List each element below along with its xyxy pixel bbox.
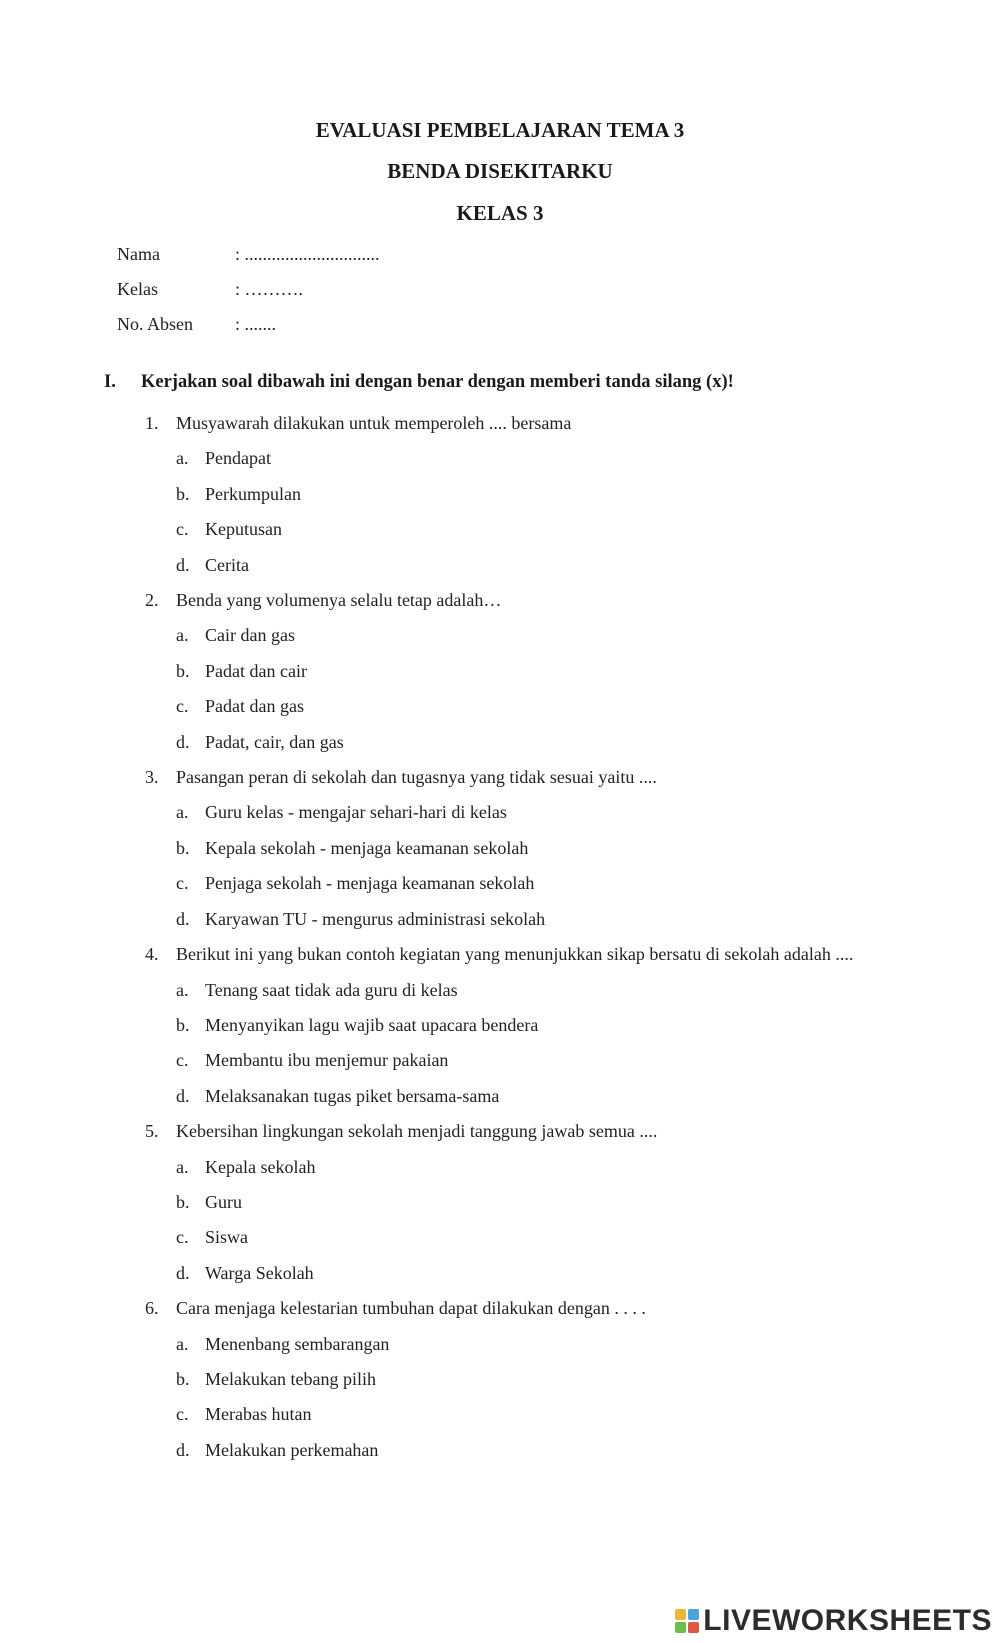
option-letter: d. xyxy=(176,908,190,929)
question-item xyxy=(145,1291,880,1468)
option-text: Menenbang sembarangan xyxy=(205,1333,390,1354)
liveworksheets-logo-icon xyxy=(675,1609,699,1633)
absen-label: No. Absen xyxy=(117,314,193,334)
answer-option[interactable] xyxy=(145,477,880,512)
option-text: Penjaga sekolah - menjaga keamanan sekolah xyxy=(205,873,535,894)
watermark-text: LIVEWORKSHEETS xyxy=(703,1604,992,1637)
answer-option[interactable] xyxy=(145,1043,880,1078)
option-text: Melaksanakan tugas piket bersama-sama xyxy=(205,1085,500,1106)
option-text: Pendapat xyxy=(205,448,271,469)
option-letter: d. xyxy=(176,1439,190,1460)
question-label: Kebersihan lingkungan sekolah menjadi tanggung jawab semua .... xyxy=(176,1121,658,1142)
option-letter: a. xyxy=(176,448,189,469)
option-text: Keputusan xyxy=(205,519,282,540)
answer-option[interactable] xyxy=(145,1220,880,1255)
answer-option[interactable] xyxy=(145,548,880,583)
question-label: Benda yang volumenya selalu tetap adalah… xyxy=(176,590,502,611)
question-number: 3. xyxy=(145,767,159,788)
question-item xyxy=(145,406,880,583)
option-letter: b. xyxy=(176,1368,190,1389)
option-letter: b. xyxy=(176,660,190,681)
question-text xyxy=(145,406,880,441)
question-text xyxy=(145,937,880,972)
option-letter: a. xyxy=(176,1333,189,1354)
nama-label: Nama xyxy=(117,244,160,264)
absen-field[interactable]: : ....... xyxy=(235,314,277,334)
option-letter: d. xyxy=(176,1085,190,1106)
option-letter: a. xyxy=(176,802,189,823)
option-text: Kepala sekolah xyxy=(205,1156,316,1177)
question-number: 1. xyxy=(145,413,159,433)
answer-option[interactable] xyxy=(145,973,880,1008)
answer-option[interactable] xyxy=(145,1327,880,1362)
question-label: Pasangan peran di sekolah dan tugasnya yang tidak sesuai yaitu .... xyxy=(176,767,657,788)
option-text: Padat dan gas xyxy=(205,696,304,717)
answer-option[interactable] xyxy=(145,1079,880,1114)
section-instruction xyxy=(104,372,734,393)
answer-option[interactable] xyxy=(145,689,880,724)
option-text: Siswa xyxy=(205,1227,249,1248)
option-letter: c. xyxy=(176,1404,189,1425)
option-letter: b. xyxy=(176,1191,190,1212)
option-text: Merabas hutan xyxy=(205,1404,312,1425)
option-text: Cair dan gas xyxy=(205,625,295,646)
question-text xyxy=(145,1291,880,1326)
question-number: 2. xyxy=(145,590,159,611)
option-text: Melakukan perkemahan xyxy=(205,1439,379,1460)
question-item xyxy=(145,1114,880,1291)
question-number: 6. xyxy=(145,1298,159,1319)
option-text: Guru xyxy=(205,1191,242,1212)
answer-option[interactable] xyxy=(145,441,880,476)
option-text: Kepala sekolah - menjaga keamanan sekolah xyxy=(205,837,529,858)
option-letter: c. xyxy=(176,1227,189,1248)
question-item xyxy=(145,760,880,937)
option-letter: a. xyxy=(176,625,189,646)
option-letter: d. xyxy=(176,731,190,752)
answer-option[interactable] xyxy=(145,831,880,866)
option-letter: c. xyxy=(176,519,189,540)
answer-option[interactable] xyxy=(145,1185,880,1220)
option-letter: c. xyxy=(176,696,189,717)
kelas-label: Kelas xyxy=(117,279,158,299)
option-letter: b. xyxy=(176,837,190,858)
answer-option[interactable] xyxy=(145,1433,880,1468)
kelas-field[interactable]: : ………. xyxy=(235,279,304,299)
option-letter: a. xyxy=(176,1156,189,1177)
option-letter: c. xyxy=(176,1050,189,1071)
answer-option[interactable] xyxy=(145,1362,880,1397)
answer-option[interactable] xyxy=(145,1008,880,1043)
question-text xyxy=(145,760,880,795)
option-letter: d. xyxy=(176,554,190,575)
absen-row xyxy=(117,312,276,336)
option-text: Menyanyikan lagu wajib saat upacara bendera xyxy=(205,1014,539,1035)
question-item xyxy=(145,937,880,1114)
answer-option[interactable] xyxy=(145,1256,880,1291)
nama-field[interactable]: : .............................. xyxy=(235,244,380,264)
option-text: Padat, cair, dan gas xyxy=(205,731,344,752)
question-label: Berikut ini yang bukan contoh kegiatan yang menunjukkan sikap bersatu di sekolah adalah .... xyxy=(176,944,854,965)
option-letter: b. xyxy=(176,483,190,504)
answer-option[interactable] xyxy=(145,512,880,547)
question-number: 4. xyxy=(145,944,159,965)
answer-option[interactable] xyxy=(145,902,880,937)
question-text xyxy=(145,583,880,618)
option-text: Guru kelas - mengajar sehari-hari di kelas xyxy=(205,802,507,823)
option-text: Karyawan TU - mengurus administrasi sekolah xyxy=(205,908,546,929)
option-text: Padat dan cair xyxy=(205,660,307,681)
liveworksheets-watermark xyxy=(675,1605,992,1637)
option-text: Perkumpulan xyxy=(205,483,301,504)
class-heading: KELAS 3 xyxy=(456,201,544,225)
option-text: Cerita xyxy=(205,554,249,575)
page-title: EVALUASI PEMBELAJARAN TEMA 3 xyxy=(315,118,685,142)
answer-option[interactable] xyxy=(145,618,880,653)
option-text: Warga Sekolah xyxy=(205,1262,314,1283)
nama-row xyxy=(117,242,380,266)
question-text xyxy=(145,1114,880,1149)
option-letter: a. xyxy=(176,979,189,1000)
option-letter: b. xyxy=(176,1014,190,1035)
option-text: Tenang saat tidak ada guru di kelas xyxy=(205,979,458,1000)
question-number: 5. xyxy=(145,1121,159,1142)
option-text: Membantu ibu menjemur pakaian xyxy=(205,1050,449,1071)
answer-option[interactable] xyxy=(145,795,880,830)
answer-option[interactable] xyxy=(145,866,880,901)
section-number: I. xyxy=(104,372,116,392)
answer-option[interactable] xyxy=(145,654,880,689)
page-subtitle: BENDA DISEKITARKU xyxy=(387,159,613,183)
answer-option[interactable] xyxy=(145,1397,880,1432)
question-list xyxy=(145,406,880,1468)
answer-option[interactable] xyxy=(145,725,880,760)
question-label: Cara menjaga kelestarian tumbuhan dapat dilakukan dengan . . . . xyxy=(176,1298,646,1319)
option-letter: d. xyxy=(176,1262,190,1283)
option-letter: c. xyxy=(176,873,189,894)
answer-option[interactable] xyxy=(145,1150,880,1185)
question-item xyxy=(145,583,880,760)
question-label: Musyawarah dilakukan untuk memperoleh .... bersama xyxy=(176,413,572,433)
section-instruction-text: Kerjakan soal dibawah ini dengan benar dengan memberi tanda silang (x)! xyxy=(141,372,734,392)
kelas-row xyxy=(117,277,303,301)
option-text: Melakukan tebang pilih xyxy=(205,1368,376,1389)
